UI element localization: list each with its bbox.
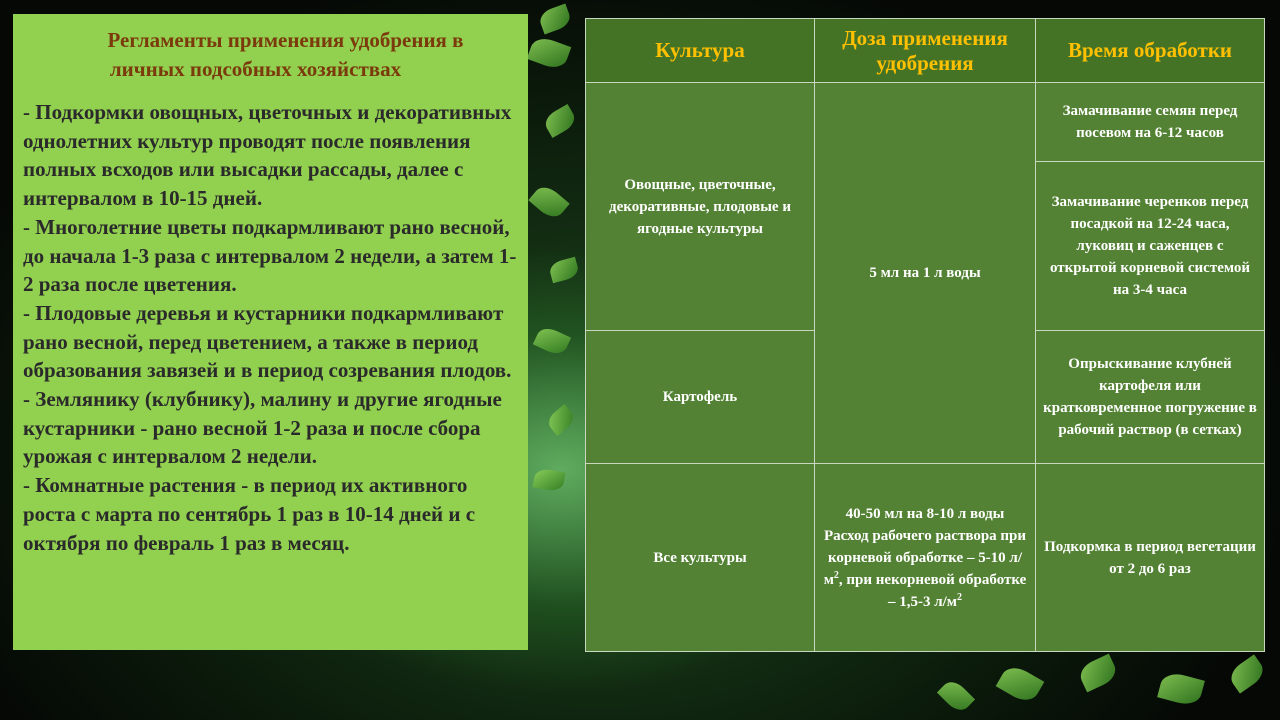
paragraph: - Подкормки овощных, цветочных и декоративных однолетних культур проводят после появления полных всходов или высадки рассады, далее с интервалом в 10-15 дней. xyxy=(23,100,512,211)
time-cell: Замачивание семян перед посевом на 6-12 часов xyxy=(1036,83,1265,162)
header-dose: Доза применения удобрения xyxy=(815,19,1036,83)
paragraph: - Землянику (клубнику), малину и другие ягодные кустарники - рано весной 1-2 раза и после сбора урожая с интервалом 2 недели. xyxy=(23,387,502,469)
table-header-row xyxy=(586,19,1265,83)
dose-line: Расход рабочего раствора при корневой обработке – 5-10 $л/м^2$, при некорневой обработке – 1,5-3 $л/м^2$ xyxy=(823,527,1027,610)
header-time: Время обработки xyxy=(1036,19,1265,83)
dose-cell xyxy=(815,464,1036,652)
culture-cell: Картофель xyxy=(586,331,815,464)
header-culture: Культура xyxy=(586,19,815,83)
panel-title-line1: Регламенты применения удобрения в xyxy=(107,28,464,52)
time-cell: Замачивание черенков перед посадкой на 12-24 часа, луковиц и саженцев с открытой корневой системой на 3-4 часа xyxy=(1036,162,1265,331)
paragraph: - Многолетние цветы подкармливают рано весной, до начала 1-3 раза с интервалом 2 недели, а затем 1-2 раза после цветения. xyxy=(23,214,517,297)
fertilizer-table xyxy=(585,18,1265,652)
dose-cell: 5 мл на 1 л воды xyxy=(815,83,1036,464)
time-cell: Подкормка в период вегетации от 2 до 6 раз xyxy=(1036,464,1265,652)
culture-cell: Все культуры xyxy=(586,464,815,652)
paragraph: - Комнатные растения - в период их активного роста с марта по сентябрь 1 раз в 10-14 дней и с октября по февраль 1 раз в месяц. xyxy=(23,473,476,555)
culture-cell: Овощные, цветочные, декоративные, плодовые и ягодные культуры xyxy=(586,83,815,331)
table-row xyxy=(586,464,1265,652)
panel-title-line2: личных подсобных хозяйствах xyxy=(109,57,402,81)
table-row xyxy=(586,83,1265,162)
regulations-panel xyxy=(13,14,528,650)
dose-line: 40-50 мл на 8-10 л воды xyxy=(845,505,1005,522)
time-cell: Опрыскивание клубней картофеля или кратковременное погружение в рабочий раствор (в сетках) xyxy=(1036,331,1265,464)
panel-body xyxy=(23,98,518,557)
panel-title xyxy=(23,26,518,84)
paragraph: - Плодовые деревья и кустарники подкармливают рано весной, перед цветением, а также в период образования завязей и в период созревания плодов. xyxy=(23,300,512,383)
